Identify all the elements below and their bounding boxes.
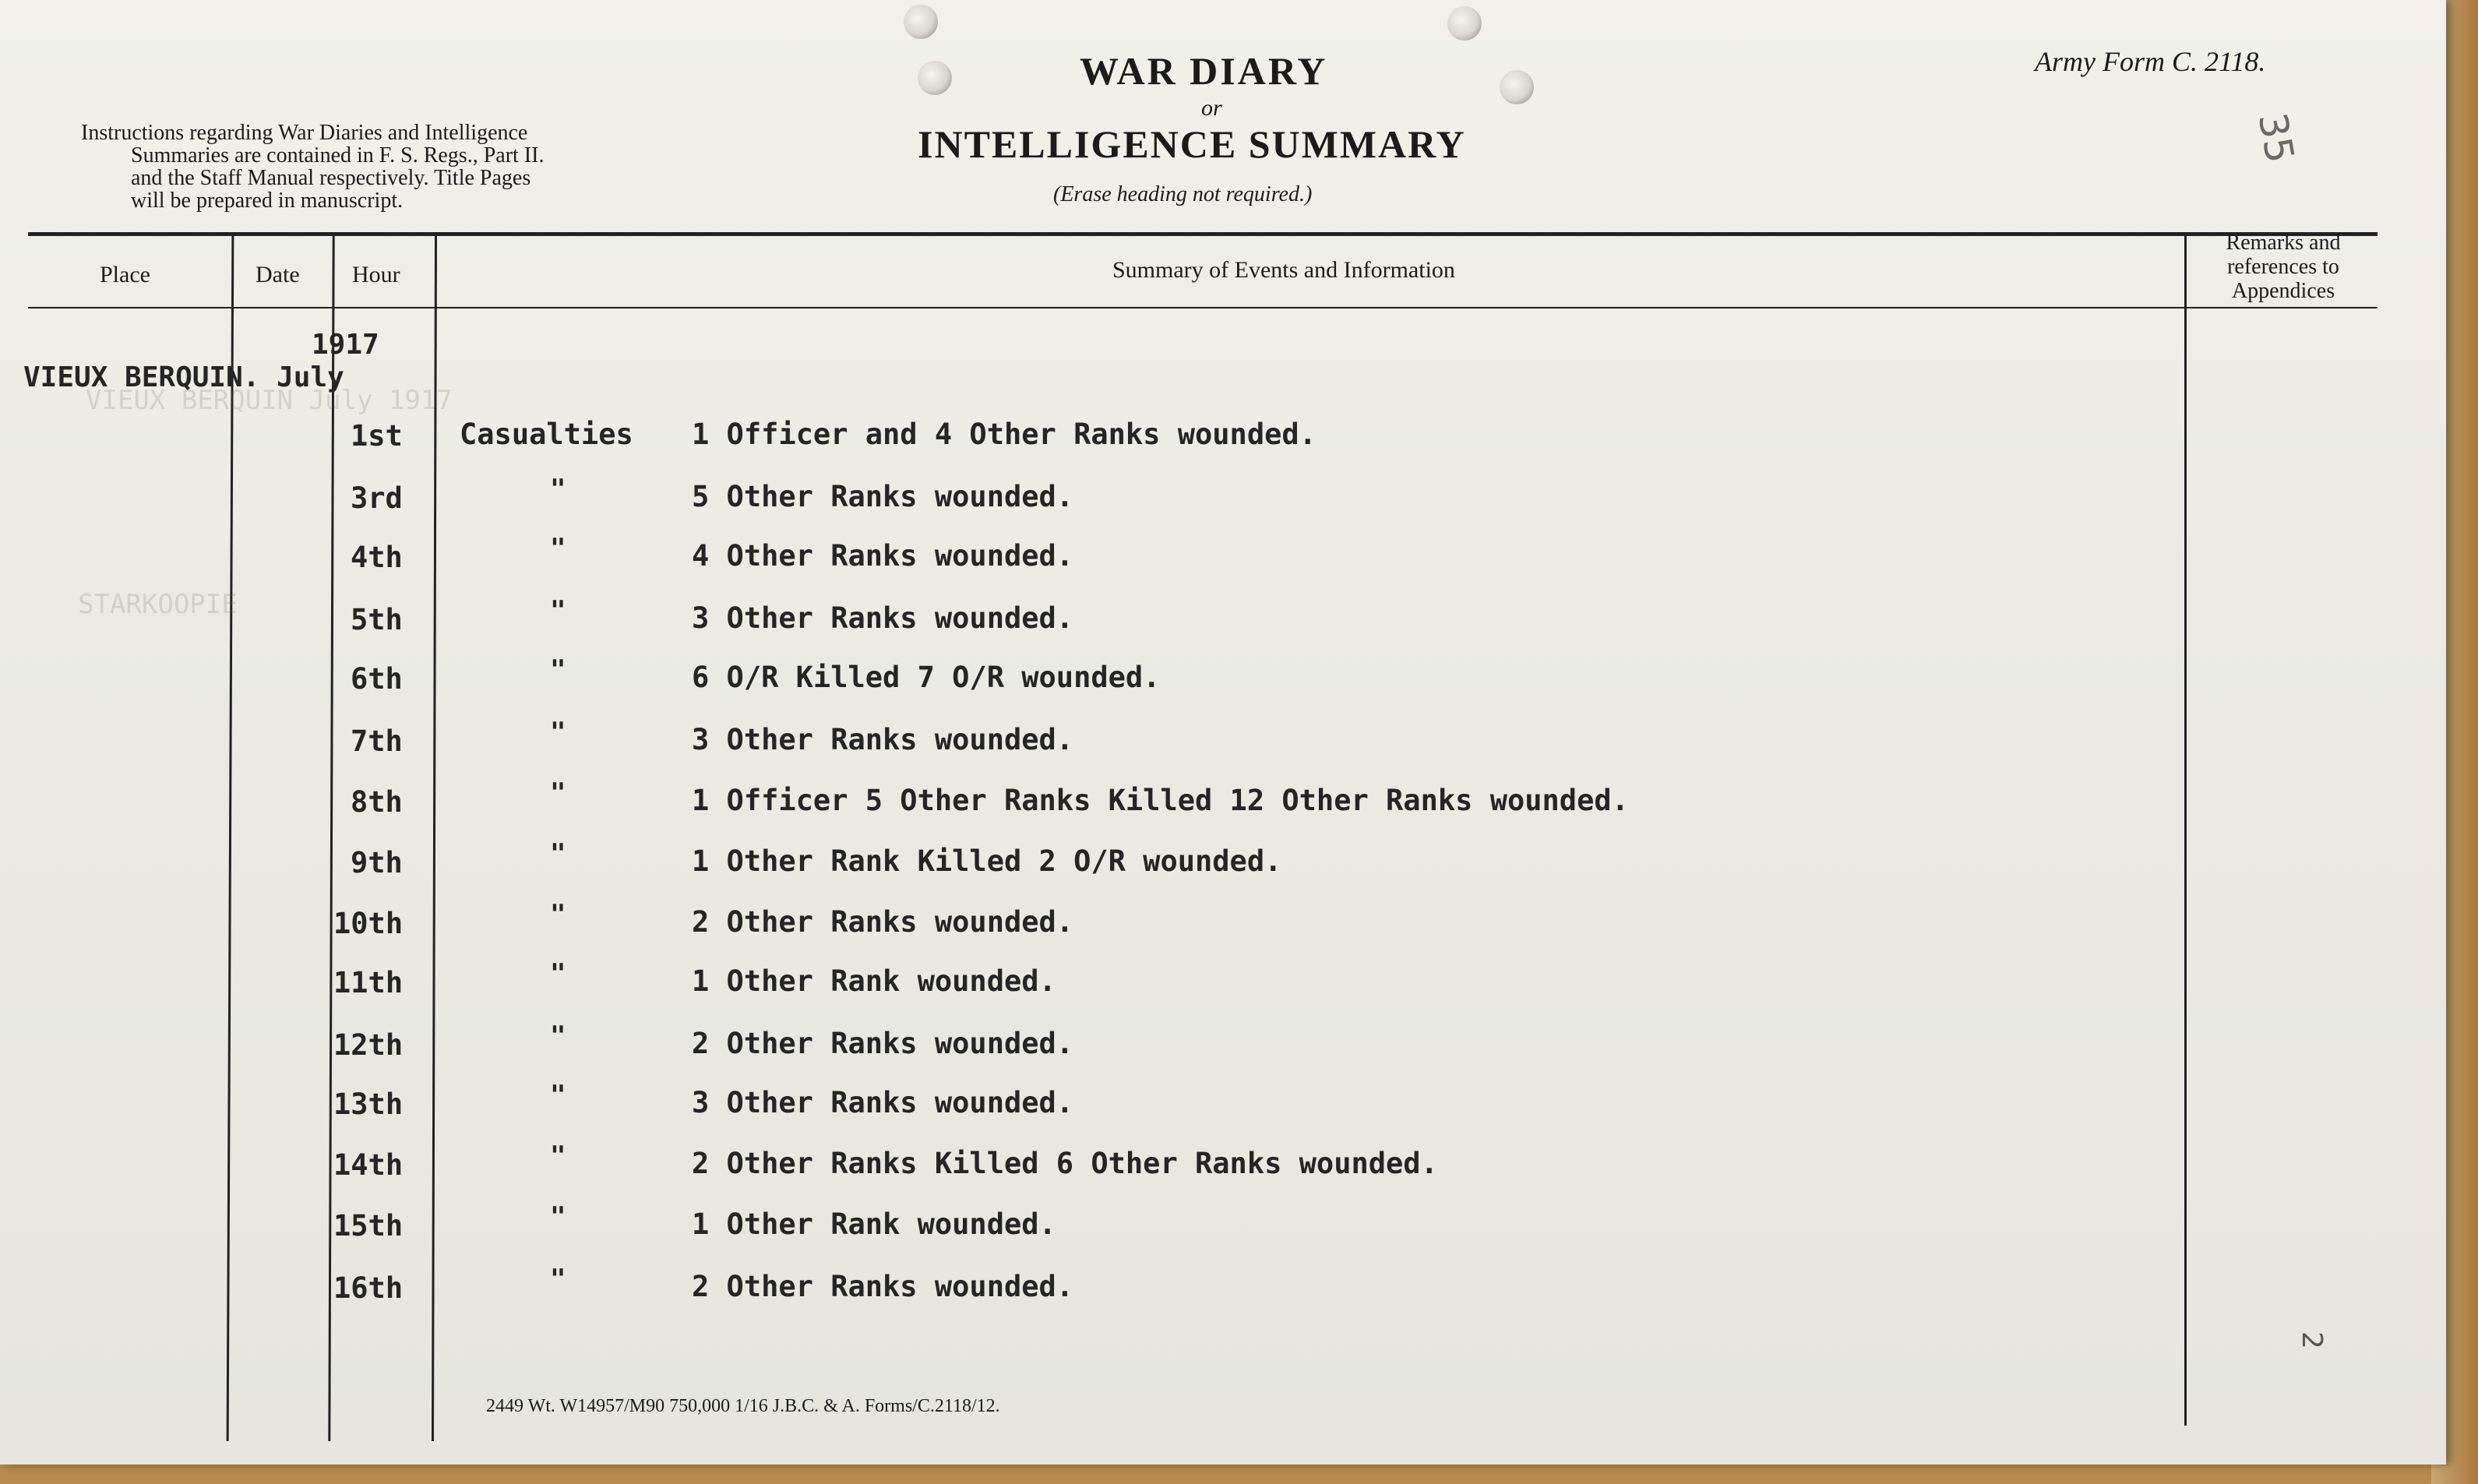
ditto-mark: " [550,899,566,930]
instructions-line: will be prepared in manuscript. [131,189,404,213]
entry-date: 3rd [351,481,403,515]
column-header-date: Date [256,262,300,287]
entry-date: 4th [351,541,403,574]
binding-hole [904,5,938,39]
instructions-line: Instructions regarding War Diaries and Intelligence [81,121,528,145]
army-form-number: Army Form C. 2118. [2035,46,2266,77]
entry-date: 14th [333,1148,404,1182]
binding-hole [1500,70,1534,104]
erase-note: (Erase heading not required.) [1053,182,1313,206]
entry-text: 3 Other Ranks wounded. [692,1086,1074,1119]
remarks-column-rule [2184,234,2187,1426]
entry-text: 6 O/R Killed 7 O/R wounded. [692,661,1161,694]
column-header-hour: Hour [352,262,400,287]
ditto-mark: " [550,1020,566,1052]
page-subtitle: INTELLIGENCE SUMMARY [918,122,1466,166]
entry-text: 2 Other Ranks Killed 6 Other Ranks wounded. [692,1147,1438,1180]
entry-text: 1 Officer and 4 Other Ranks wounded. [692,418,1317,451]
header-top-rule [28,232,2378,236]
ditto-mark: " [550,958,566,989]
entry-text: 3 Other Ranks wounded. [692,723,1074,756]
entry-date: 8th [351,785,403,819]
entry-text: 1 Officer 5 Other Ranks Killed 12 Other Ranks wounded. [692,784,1629,817]
bleed-through-text: VIEUX BERQUIN July 1917 [86,385,453,416]
entry-date: 1st [351,419,403,453]
pencil-mark: 2 [2295,1331,2328,1349]
entry-date: 12th [333,1028,404,1062]
ditto-mark: " [550,654,566,686]
entry-date: 11th [333,966,404,999]
ditto-mark: " [550,1140,566,1172]
entry-text: 4 Other Ranks wounded. [692,539,1074,573]
header-bottom-rule [28,307,2378,308]
page-title: WAR DIARY [1080,49,1328,93]
column-header-summary: Summary of Events and Information [1112,257,1455,283]
entry-date: 13th [333,1087,404,1121]
entry-text: 5 Other Ranks wounded. [692,480,1074,513]
instructions-line: and the Staff Manual respectively. Title Pages [131,166,531,190]
entry-text: 2 Other Ranks wounded. [692,1270,1074,1303]
column-header-remarks [2186,231,2381,303]
bleed-through-text: STARKOOPIE [78,589,238,620]
remarks-line: Remarks and [2226,231,2341,255]
diary-year: 1917 [312,329,379,361]
diary-place: VIEUX BERQUIN. July [23,361,344,393]
binding-hole [918,61,952,95]
ditto-mark: " [550,838,566,869]
ditto-mark: " [550,1264,566,1295]
entry-date: 6th [351,662,403,696]
title-or: or [1201,95,1222,121]
ditto-mark: " [550,717,566,748]
entry-text: 3 Other Ranks wounded. [692,601,1074,635]
form-print-code: 2449 Wt. W14957/M90 750,000 1/16 J.B.C. & A. Forms/C.2118/12. [486,1396,1000,1416]
entry-date: 9th [351,846,403,879]
ditto-mark: " [550,533,566,564]
instructions-line: Summaries are contained in F. S. Regs., Part II. [131,143,545,167]
entry-text: 1 Other Rank Killed 2 O/R wounded. [692,844,1282,878]
ditto-mark: " [550,777,566,809]
remarks-line: Appendices [2231,279,2335,303]
entry-date: 7th [351,724,403,758]
entry-date: 10th [333,907,404,940]
entry-text: 2 Other Ranks wounded. [692,905,1074,939]
ditto-mark: " [550,1080,566,1111]
entry-category: Casualties [460,418,633,451]
ditto-mark: " [550,595,566,626]
entry-date: 15th [333,1209,404,1243]
entry-date: 5th [351,603,403,636]
entry-date: 16th [333,1271,404,1305]
remarks-line: references to [2227,255,2339,279]
instructions-block [81,122,544,212]
page-number-mark: 35 [2249,109,2303,167]
entry-text: 2 Other Ranks wounded. [692,1027,1074,1060]
column-header-place: Place [100,262,150,287]
ditto-mark: " [550,474,566,505]
entry-text: 1 Other Rank wounded. [692,964,1056,998]
binding-hole [1447,6,1482,41]
entry-text: 1 Other Rank wounded. [692,1207,1056,1241]
ditto-mark: " [550,1201,566,1232]
